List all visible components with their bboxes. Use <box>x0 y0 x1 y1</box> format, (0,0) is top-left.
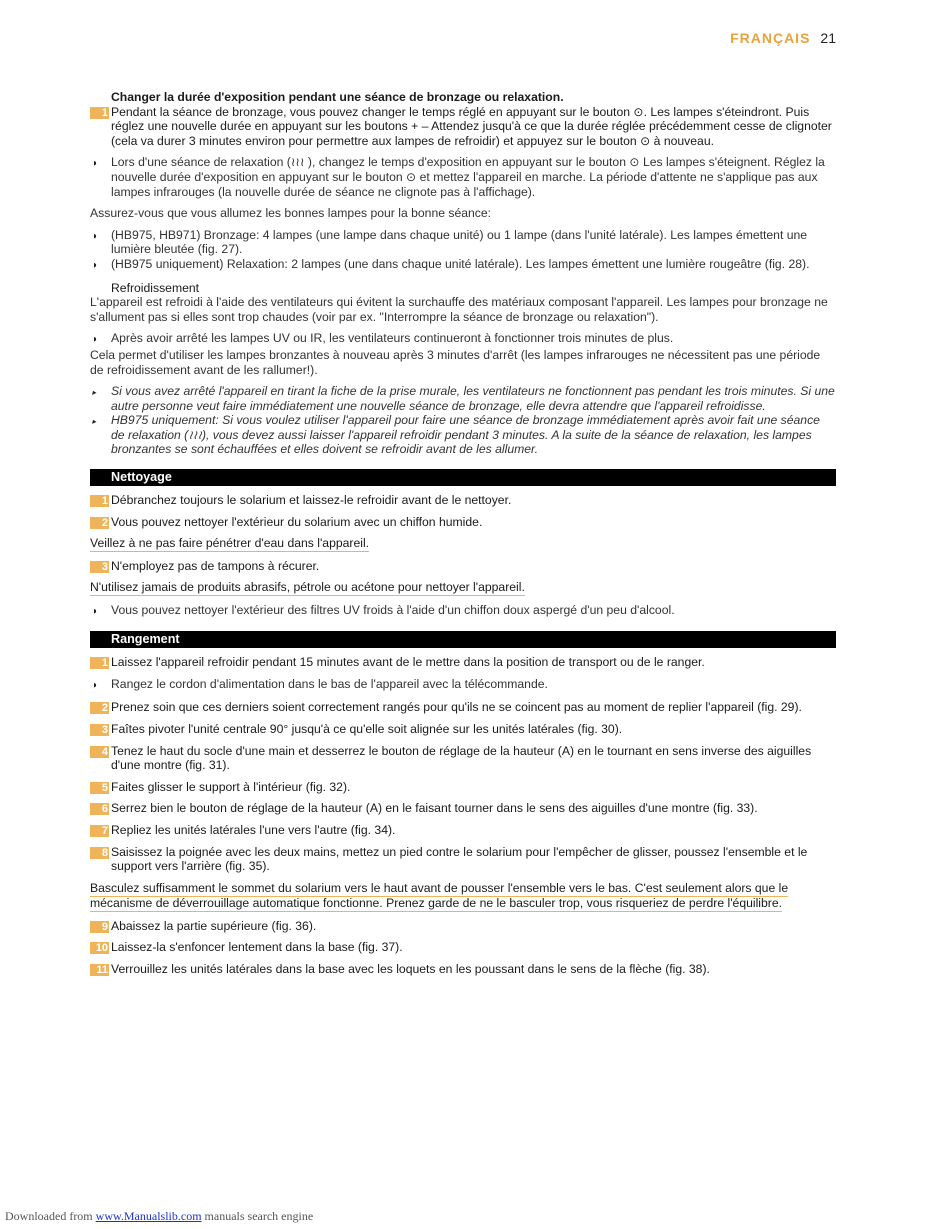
step-text: Prenez soin que ces derniers soient correctement rangés pour qu'ils ne se coincent pas au moment de replier l'appareil (fig. 29). <box>111 700 802 715</box>
page-content <box>90 90 836 983</box>
step-text: Serrez bien le bouton de réglage de la hauteur (A) en le faisant tourner dans le sens des aiguilles d'une montre (fig. 33). <box>111 801 758 816</box>
exposure-bullet-1 <box>90 155 836 199</box>
step-text: Laissez l'appareil refroidir pendant 15 minutes avant de le mettre dans la position de transport ou de le ranger. <box>111 655 705 670</box>
storage-step-2 <box>90 700 836 715</box>
cooling-heading: Refroidissement <box>111 280 200 295</box>
step-number: 2 <box>90 517 109 529</box>
step-text: Abaissez la partie supérieure (fig. 36). <box>111 918 317 933</box>
step-text: Pendant la séance de bronzage, vous pouvez changer le temps réglé en appuyant sur le bouton ⊙. Les lampes s'éteindront. Puis réglez une nouvelle durée en appuyant sur les boutons + – Attendez jusqu'à ce que la durée réglée précédemment cesse de clignoter (cela va durer 3 minutes environ pour permettre aux lampes de refroidir) et appuyez sur le bouton ⊙ à nouveau. <box>111 104 832 148</box>
step-text: Débranchez toujours le solarium et laissez-le refroidir avant de le nettoyer. <box>111 493 512 508</box>
step-text: Repliez les unités latérales l'une vers l'autre (fig. 34). <box>111 823 396 837</box>
bullet-icon: ◗ <box>92 679 99 691</box>
footer-suffix: manuals search engine <box>204 1209 314 1223</box>
cleaning-step-2 <box>90 515 836 530</box>
bullet-text: (HB975 uniquement) Relaxation: 2 lampes (une dans chaque unité latérale). Les lampes émettent une lumière rougeâtre (fig. 28). <box>111 256 810 271</box>
cooling-paragraph-2: Cela permet d'utiliser les lampes bronzantes à nouveau après 3 minutes d'arrêt (les lampes infrarouges ne nécessitent pas une période de refroidissement avant de les rallumer!). <box>90 347 821 377</box>
step-number: 3 <box>90 561 109 573</box>
storage-step-5 <box>90 780 836 795</box>
bullet-icon: ◗ <box>92 158 99 170</box>
warning-text: Basculez suffisamment le sommet du solarium vers le haut avant de pousser l'ensemble vers le bas. C'est seulement alors que le mécanisme de déverrouillage automatique fonctionne. Prenez garde de ne le basculer trop, vous risqueriez de perdre l'équilibre. <box>90 880 789 911</box>
storage-step-4 <box>90 744 836 773</box>
download-footer <box>5 1209 313 1224</box>
cleaning-step-1 <box>90 493 836 508</box>
footer-prefix: Downloaded from <box>5 1209 93 1223</box>
cooling-bullet-1 <box>90 331 836 348</box>
step-text: Faites glisser le support à l'intérieur (fig. 32). <box>111 779 351 794</box>
step-number: 3 <box>90 724 109 736</box>
bullet-icon: ◗ <box>92 259 99 271</box>
bullet-text: Lors d'une séance de relaxation (≀≀≀ ), changez le temps d'exposition en appuyant sur le bouton ⊙ Les lampes s'éteignent. Réglez la nouvelle durée d'exposition en appuyant sur le bouton ⊙ et mettez l'appareil en marche. La période d'attente ne s'applique pas aux lampes infrarouges (la nouvelle durée de séance ne clignote pas à l'affichage). <box>111 155 825 199</box>
cooling-note-1 <box>90 384 836 413</box>
bullet-icon: ◗ <box>92 605 99 617</box>
step-text: Verrouillez les unités latérales dans la base avec les loquets en les poussant dans le sens de la flèche (fig. 38). <box>111 961 710 976</box>
step-text: Saisissez la poignée avec les deux mains, mettez un pied contre le solarium pour l'empêcher de glisser, poussez l'ensemble et le support vers l'arrière (fig. 35). <box>111 844 808 874</box>
step-number: 9 <box>90 921 109 933</box>
step-number: 11 <box>90 964 109 976</box>
warning-text: Veillez à ne pas faire pénétrer d'eau dans l'appareil. <box>90 536 370 551</box>
step-number: 10 <box>90 942 109 954</box>
step-number: 7 <box>90 825 109 837</box>
note-arrow-icon: ▸ <box>92 388 97 398</box>
note-text: Si vous avez arrêté l'appareil en tirant la fiche de la prise murale, les ventilateurs ne fonctionnent pas pendant les trois minutes. Si une autre personne veut faire immédiatement une nouvelle séance de bronzage, elle devra attendre que l'appareil refroidisse. <box>111 384 835 413</box>
note-text: HB975 uniquement: Si vous voulez utiliser l'appareil pour faire une séance de bronzage immédiatement après avoir fait une séance de relaxation (≀≀≀), vous devez aussi laisser l'appareil refroidir pendant 3 minutes. A la suite de la séance de relaxation, les lampes bronzantes se sont échauffées et elles doivent se refroidir avant de les allumer. <box>111 413 820 457</box>
step-text: N'employez pas de tampons à récurer. <box>111 558 320 573</box>
step-number: 6 <box>90 803 109 815</box>
step-text: Laissez-la s'enfoncer lentement dans la base (fig. 37). <box>111 940 403 955</box>
bullet-text: Rangez le cordon d'alimentation dans le bas de l'appareil avec la télécommande. <box>111 676 548 691</box>
storage-step-9 <box>90 919 836 934</box>
storage-step-1 <box>90 655 836 670</box>
storage-bullet-1 <box>90 677 836 694</box>
page-header <box>730 30 836 46</box>
page-number: 21 <box>820 30 836 46</box>
warning-text: N'utilisez jamais de produits abrasifs, pétrole ou acétone pour nettoyer l'appareil. <box>90 580 525 595</box>
bullet-text: (HB975, HB971) Bronzage: 4 lampes (une lampe dans chaque unité) ou 1 lampe (dans l'unité latérale). Les lampes émettent une lumière bleutée (fig. 27). <box>111 227 808 257</box>
assure-text: Assurez-vous que vous allumez les bonnes lampes pour la bonne séance: <box>90 206 492 221</box>
storage-step-10 <box>90 940 836 955</box>
storage-step-3 <box>90 722 836 737</box>
exposure-step-1 <box>90 105 836 149</box>
storage-step-7 <box>90 823 836 838</box>
manualslib-link[interactable]: www.Manualslib.com <box>95 1209 202 1223</box>
bullet-text: Après avoir arrêté les lampes UV ou IR, les ventilateurs continueront à fonctionner trois minutes de plus. <box>111 331 674 346</box>
storage-step-8 <box>90 845 836 874</box>
step-number: 1 <box>90 107 109 119</box>
cooling-note-2 <box>90 413 836 457</box>
section-heading-storage: Rangement <box>90 631 836 648</box>
language-label: FRANÇAIS <box>730 30 811 46</box>
step-text: Vous pouvez nettoyer l'extérieur du solarium avec un chiffon humide. <box>111 514 483 529</box>
step-number: 5 <box>90 782 109 794</box>
step-number: 8 <box>90 847 109 859</box>
bullet-icon: ◗ <box>92 334 99 346</box>
cooling-paragraph-1: L'appareil est refroidi à l'aide des ventilateurs qui évitent la surchauffe des matériaux composant l'appareil. Les lampes pour bronzage ne s'allument pas si elles sont trop chaudes (voir par ex. "Interrompre la séance de bronzage ou relaxation"). <box>90 295 828 324</box>
step-number: 4 <box>90 746 109 758</box>
exposure-bullet-2 <box>90 228 836 257</box>
step-number: 1 <box>90 657 109 669</box>
storage-step-6 <box>90 801 836 816</box>
exposure-bullet-3 <box>90 257 836 274</box>
bullet-text: Vous pouvez nettoyer l'extérieur des filtres UV froids à l'aide d'un chiffon doux aspergé d'un peu d'alcool. <box>111 602 675 617</box>
bullet-icon: ◗ <box>92 230 99 242</box>
cleaning-step-3 <box>90 559 836 574</box>
step-text: Tenez le haut du socle d'une main et desserrez le bouton de réglage de la hauteur (A) en le tournant en sens inverse des aiguilles d'une montre (fig. 31). <box>111 743 812 773</box>
section-heading-cleaning: Nettoyage <box>90 469 836 486</box>
note-arrow-icon: ▸ <box>92 417 97 427</box>
step-number: 2 <box>90 702 109 714</box>
step-text: Faîtes pivoter l'unité centrale 90° jusqu'à ce qu'elle soit alignée sur les unités latérales (fig. 30). <box>111 722 623 737</box>
exposure-heading: Changer la durée d'exposition pendant une séance de bronzage ou relaxation. <box>111 90 564 104</box>
cleaning-bullet-1 <box>90 603 836 620</box>
storage-step-11 <box>90 962 836 977</box>
step-number: 1 <box>90 495 109 507</box>
